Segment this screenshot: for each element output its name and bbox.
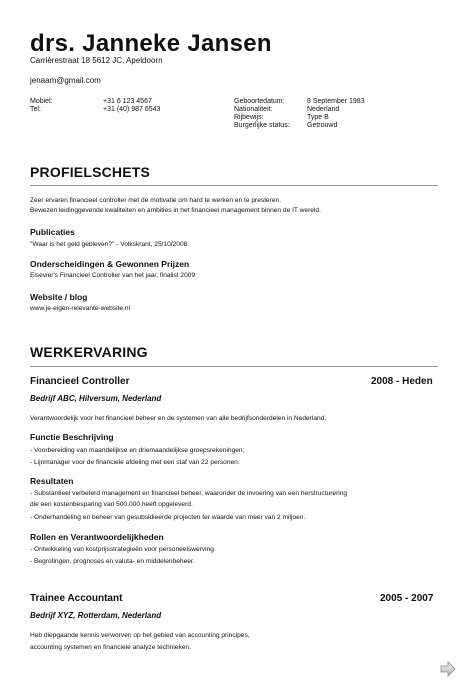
- job-company: Bedrijf XYZ, Rotterdam, Nederland: [30, 611, 162, 620]
- job-resultaten-heading: Resultaten: [30, 476, 74, 486]
- website-heading: Website / blog: [30, 292, 88, 302]
- info-label: Nationaliteit:: [234, 106, 273, 113]
- personal-info-right: [234, 98, 365, 130]
- job-functie-heading: Functie Beschrijving: [30, 432, 114, 442]
- info-value: +31 6 123 4567: [103, 98, 152, 105]
- info-value: Type B: [307, 114, 329, 121]
- job-summary: Verantwoordelijk voor het financieel beheer en de systemen van alle bedrijfsonderdelen in Nederland.: [30, 415, 327, 422]
- info-value: Nederland: [307, 106, 340, 113]
- job-title: Trainee Accountant: [30, 593, 123, 604]
- info-value: Getrouwd: [307, 122, 338, 129]
- profile-intro-line: Bewezen leidinggevende kwaliteiten en ambities in het financieel management binnen de IT wereld.: [30, 207, 321, 214]
- section-divider: [30, 185, 438, 186]
- publications-text: "Waar is het geld gebleven?" - Volkskrant, 25/10/2008: [30, 241, 188, 248]
- info-label: Tel:: [30, 106, 41, 113]
- job-rollen-line: - Ontwikkeling van kostprijsstrategieën voor personeelswerving.: [30, 546, 216, 553]
- job-resultaten-line: die een kostenbesparing van 500.000 heeft opgeleverd.: [30, 501, 193, 508]
- section-heading-profile: PROFIELSCHETS: [30, 164, 151, 180]
- section-heading-experience: WERKERVARING: [30, 344, 148, 360]
- info-row-birthdate: [234, 98, 365, 106]
- job-functie-line: - Lijnmanager voor de financiele afdeling met een staf van 22 personen.: [30, 459, 240, 466]
- info-label: Burgerlijke status:: [234, 122, 290, 129]
- info-row-marital: [234, 122, 365, 130]
- info-row-nationality: [234, 106, 365, 114]
- info-value: +31 (40) 987 6543: [103, 106, 161, 113]
- job-period: 2008 - Heden: [371, 376, 433, 387]
- job-period: 2005 - 2007: [380, 593, 434, 604]
- candidate-email: jenaam@gmail.com: [30, 76, 101, 85]
- job-resultaten-line: - Substantieel verbeterd management en financieel beheer, waaronder de invoering van een herstructurering: [30, 490, 348, 497]
- job-title: Financieel Controller: [30, 376, 130, 387]
- job-company: Bedrijf ABC, Hilversum, Nederland: [30, 394, 162, 403]
- job-resultaten-line: - Onderhandeling en beheer van gesubsidieerde projecten ter waarde van meer van 2 miljoen.: [30, 514, 306, 521]
- profile-intro-line: Zeer ervaren financieel controller met de motivatie om hard te werken en te presteren.: [30, 197, 282, 204]
- job-summary-line: accounting systemen en financiele analyze technieken.: [30, 644, 191, 651]
- job-rollen-heading: Rollen en Verantwoordelijkheden: [30, 532, 164, 542]
- info-value: 8 September 1983: [307, 98, 365, 105]
- info-row-mobile: [30, 98, 160, 106]
- job-summary-line: Heb diepgaande kennis verworven op het gebied van accounting principes,: [30, 632, 250, 639]
- next-page-arrow-icon[interactable]: [440, 661, 456, 677]
- personal-info-left: [30, 98, 160, 114]
- job-functie-line: - Voorbereiding van maandelijkse en driemaandelijkse groepsrekeningen;: [30, 447, 245, 454]
- publications-heading: Publicaties: [30, 227, 75, 237]
- website-link[interactable]: www.je-eigen-relevante-website.nl: [30, 305, 131, 312]
- info-row-license: [234, 114, 365, 122]
- info-label: Rijbewijs:: [234, 114, 264, 121]
- job-rollen-line: - Begrotingen, prognoses en valuta- en middelenbeheer.: [30, 558, 195, 565]
- info-row-phone: [30, 106, 160, 114]
- candidate-address: Carrièrestraat 18 5612 JC, Apeldoorn: [30, 56, 163, 65]
- awards-text: Elsevier's Financieel Controller van het jaar, finalist 2009: [30, 272, 196, 279]
- info-label: Geboortedatum:: [234, 98, 285, 105]
- candidate-name: drs. Janneke Jansen: [30, 30, 272, 57]
- info-label: Mobiel:: [30, 98, 53, 105]
- awards-heading: Onderscheidingen & Gewonnen Prijzen: [30, 259, 190, 269]
- section-divider: [30, 366, 438, 367]
